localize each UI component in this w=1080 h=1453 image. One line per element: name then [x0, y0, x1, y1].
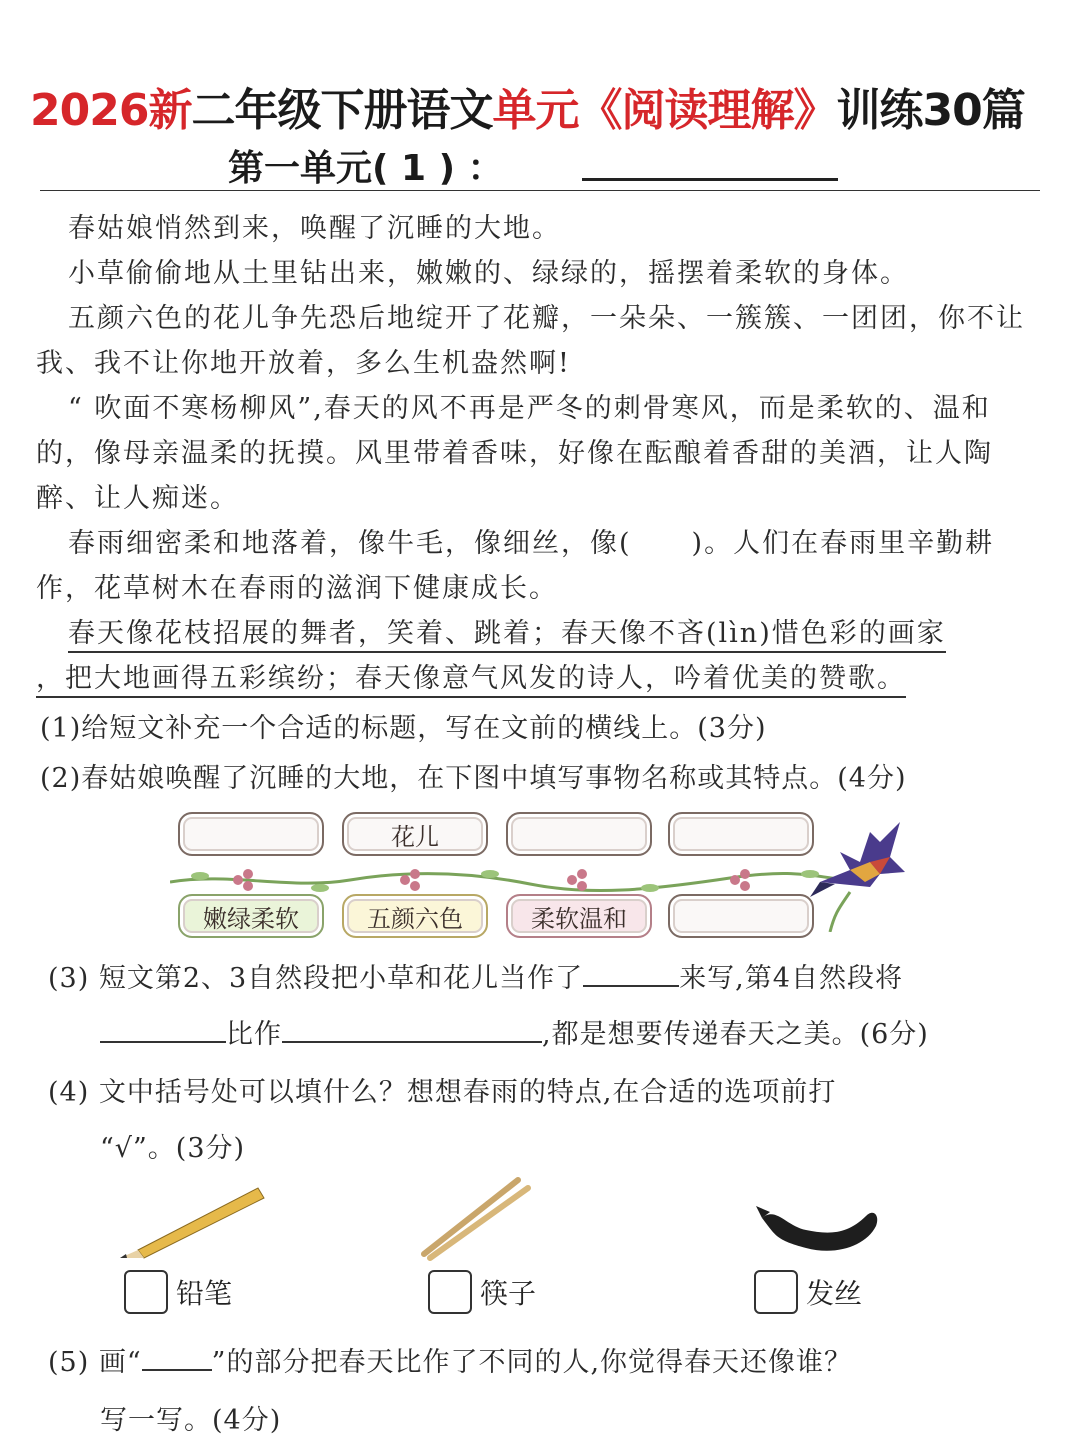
fill-diagram [170, 812, 910, 942]
swallow-bird-icon [810, 812, 910, 932]
q3-text-a: (3) 短文第2、3自然段把小草和花儿当作了 [48, 963, 584, 994]
chopsticks-icon [418, 1172, 538, 1262]
q3-text-c: 比作 [226, 1019, 282, 1050]
paragraph-5-start: 春雨细密柔和地落着，像牛毛，像细丝，像( [68, 528, 632, 559]
question-5-line-1 [48, 1340, 852, 1379]
underlined-sentence-2: ，把大地画得五彩缤纷；春天像意气风发的诗人，吟着优美的赞歌。 [36, 663, 906, 698]
option-label-hair: 发丝 [806, 1277, 863, 1310]
option-hair[interactable] [754, 1270, 862, 1314]
paragraph-4: “ 吹面不寒杨柳风”,春天的风不再是严冬的刺骨寒风，而是柔软的、温和的，像母亲温柔的抚摸。风里带着香味，好像在酝酿着香甜的美酒，让人陶醉、让人痴迷。 [36, 393, 993, 514]
question-3-line-2 [100, 1012, 929, 1051]
title-count: 训练30篇 [836, 85, 1025, 136]
top-box-2: 花儿 [342, 812, 488, 856]
question-4-line-1: (4) 文中括号处可以填什么？想想春雨的特点,在合适的选项前打 [48, 1077, 837, 1108]
page-title [30, 74, 1070, 138]
question-3-line-1 [48, 956, 903, 995]
top-box-1[interactable] [178, 812, 324, 856]
paragraph-2: 小草偷偷地从土里钻出来，嫩嫩的、绿绿的，摇摆着柔软的身体。 [68, 258, 909, 289]
top-box-4[interactable] [668, 812, 814, 856]
question-4-line-2: “√”。(3分) [100, 1133, 246, 1164]
title-grade: 二年级下册语文 [191, 85, 493, 136]
pencil-icon [118, 1180, 268, 1260]
question-5-line-2: 写一写。(4分) [100, 1405, 282, 1436]
bottom-box-3: 柔软温和 [506, 894, 652, 938]
option-label-chopsticks: 筷子 [480, 1277, 537, 1310]
paragraph-1: 春姑娘悄然到来，唤醒了沉睡的大地。 [68, 213, 561, 244]
paragraph-5-end: )。人们在春雨里辛勤耕作，花草树木在春雨的滋润下健康成长。 [36, 528, 995, 604]
paragraph-3: 五颜六色的花儿争先恐后地绽开了花瓣，一朵朵、一簇簇、一团团，你不让我、我不让你地开放着，多么生机盎然啊! [36, 303, 1025, 379]
bottom-box-2: 五颜六色 [342, 894, 488, 938]
option-chopsticks[interactable] [428, 1270, 536, 1314]
q3-blank-3[interactable] [282, 1015, 542, 1043]
q5-underline-sample [142, 1343, 212, 1371]
reading-passage [36, 206, 1046, 701]
paragraph-6 [36, 611, 1046, 656]
q3-blank-1[interactable] [583, 959, 679, 987]
title-answer-line[interactable] [582, 178, 838, 181]
checkbox-chopsticks[interactable] [428, 1270, 472, 1314]
q5-text-b: ”的部分把春天比作了不同的人,你觉得春天还像谁？ [211, 1347, 853, 1378]
title-topic: 单元《阅读理解》 [492, 85, 837, 136]
unit-label: 第一单元( 1 ) ： [228, 148, 504, 189]
bottom-box-4[interactable] [668, 894, 814, 938]
divider [40, 190, 1040, 191]
q3-text-b: 来写,第4自然段将 [679, 963, 903, 994]
option-label-pencil: 铅笔 [176, 1277, 233, 1310]
hair-strand-icon [756, 1196, 886, 1266]
underlined-sentence-1: 春天像花枝招展的舞者，笑着、跳着；春天像不吝(lìn)惜色彩的画家 [68, 618, 946, 653]
question-1: (1)给短文补充一个合适的标题，写在文前的横线上。(3分) [40, 713, 767, 744]
option-pencil[interactable] [124, 1270, 232, 1314]
checkbox-hair[interactable] [754, 1270, 798, 1314]
top-box-3[interactable] [506, 812, 652, 856]
q3-blank-2[interactable] [100, 1015, 226, 1043]
paragraph-5 [36, 521, 1046, 611]
question-2: (2)春姑娘唤醒了沉睡的大地，在下图中填写事物名称或其特点。(4分) [40, 763, 907, 794]
checkbox-pencil[interactable] [124, 1270, 168, 1314]
bottom-box-1: 嫩绿柔软 [178, 894, 324, 938]
q5-text-a: (5) 画“ [48, 1347, 142, 1378]
q3-text-d: ,都是想要传递春天之美。(6分) [542, 1019, 929, 1050]
title-year: 2026新 [30, 85, 192, 136]
paragraph-6-cont [36, 656, 1046, 701]
